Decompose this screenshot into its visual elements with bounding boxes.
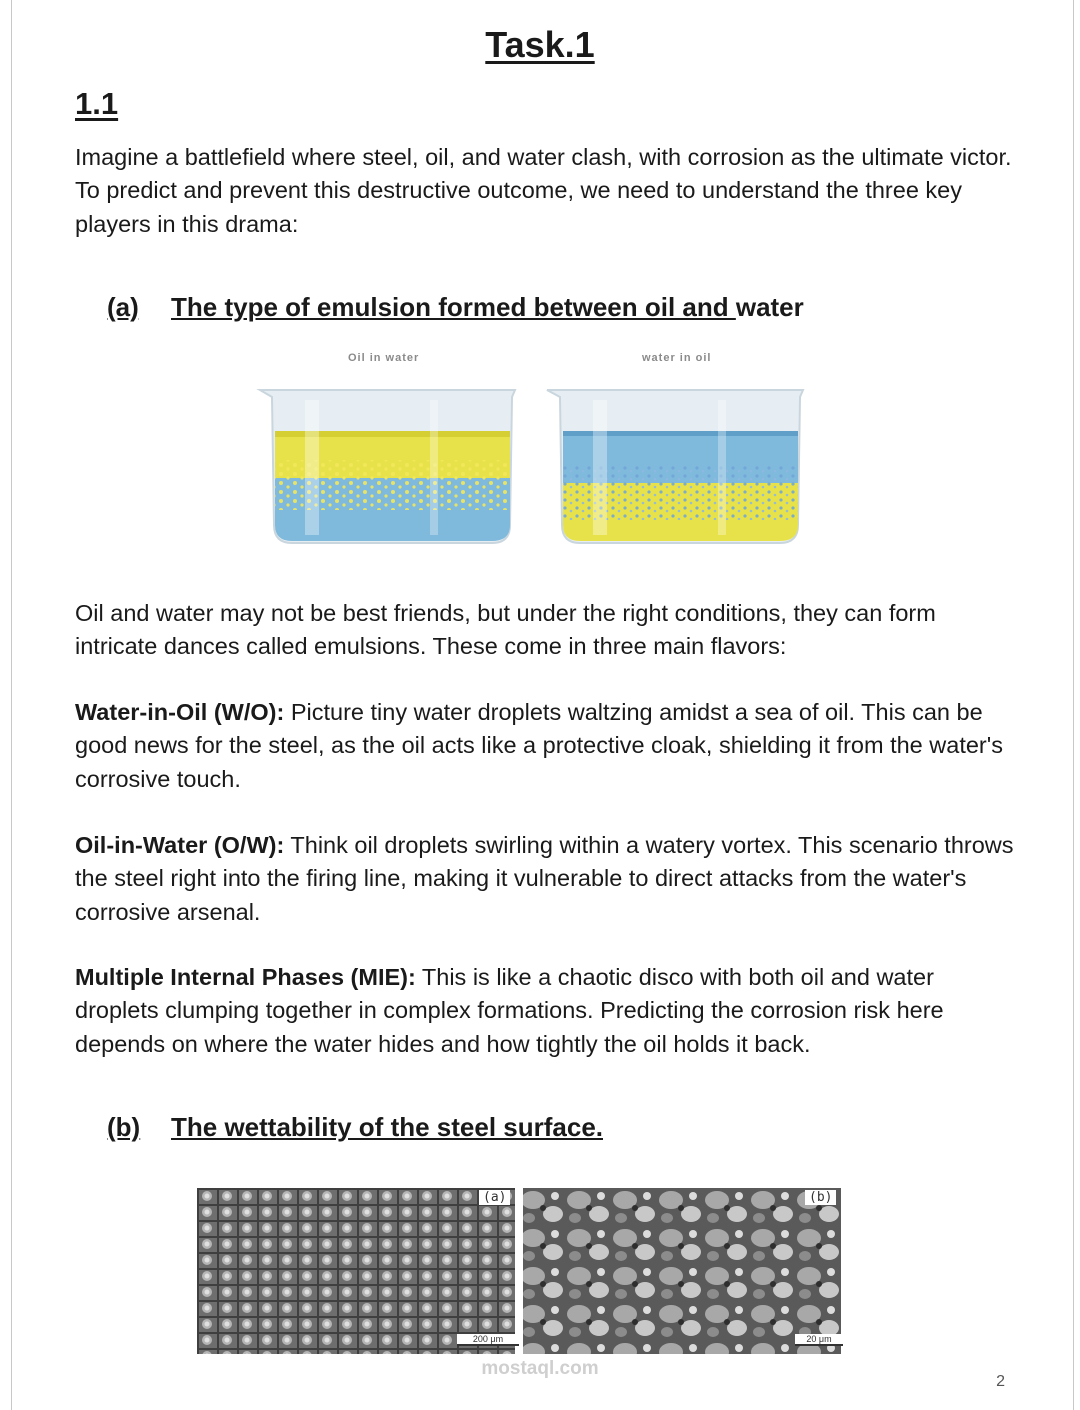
- emulsion-type-wo: [75, 696, 1015, 796]
- sem-images: [197, 1188, 842, 1354]
- subsection-b-heading: [107, 1112, 603, 1143]
- sem-image-a: [197, 1188, 515, 1354]
- watermark: mostaql.com: [481, 1358, 599, 1379]
- oil-in-water-caption: Oil in water: [348, 352, 420, 364]
- emulsion-type-mie: [75, 961, 1015, 1061]
- emulsion-type-ow-description: Think oil droplets swirling within a watery vortex. This scenario throws the steel right into the firing line, making it vulnerable to direct attacks from the water's corrosive arsenal.: [75, 832, 1014, 925]
- sem-image-b: [523, 1188, 841, 1354]
- sem-scale-bar-b: 20 μm: [795, 1334, 843, 1346]
- sem-panel-a-label: (a): [479, 1190, 510, 1205]
- emulsion-type-mie-description: This is like a chaotic disco with both oil and water droplets clumping together in complex formations. Predicting the corrosion risk here depends on where the water hides and how tightly the oil holds it back.: [75, 964, 944, 1057]
- intro-paragraph: Imagine a battlefield where steel, oil, and water clash, with corrosion as the ultimate victor. To predict and prevent this destructive outcome, we need to understand the three key players in this drama:: [75, 144, 1012, 237]
- sem-scale-bar-a: 200 μm: [457, 1334, 519, 1346]
- subsection-a-heading-tail: water: [735, 292, 804, 322]
- emulsion-type-ow: [75, 829, 1015, 929]
- sem-micrographs-figure: [197, 1188, 842, 1354]
- emulsion-beakers-figure: [250, 345, 820, 555]
- sem-panel-b-label: (b): [805, 1190, 836, 1205]
- subsection-b-label: (b): [107, 1112, 141, 1142]
- emulsion-type-wo-description: Picture tiny water droplets waltzing amidst a sea of oil. This can be good news for the steel, as the oil acts like a protective cloak, shielding it from the water's corrosive touch.: [75, 699, 1003, 792]
- subsection-b-heading-text: The wettability of the steel surface.: [171, 1112, 603, 1142]
- section-number: 1.1: [75, 86, 119, 121]
- emulsion-type-ow-term: Oil-in-Water (O/W):: [75, 832, 285, 858]
- subsection-a-heading-underlined: The type of emulsion formed between oil and: [171, 292, 736, 322]
- water-in-oil-beaker: [547, 390, 803, 543]
- beakers-illustration: [250, 345, 820, 555]
- oil-in-water-beaker: [260, 390, 515, 543]
- page-title: Task.1: [485, 24, 595, 65]
- subsection-a-heading: [107, 292, 804, 323]
- subsection-a-label: (a): [107, 292, 139, 322]
- page-number: 2: [996, 1373, 1005, 1390]
- emulsion-intro-paragraph: Oil and water may not be best friends, but under the right conditions, they can form intricate dances called emulsions. These come in three main flavors:: [75, 600, 936, 660]
- water-in-oil-caption: water in oil: [642, 352, 712, 364]
- emulsion-type-mie-term: Multiple Internal Phases (MIE):: [75, 964, 416, 990]
- emulsion-type-wo-term: Water-in-Oil (W/O):: [75, 699, 285, 725]
